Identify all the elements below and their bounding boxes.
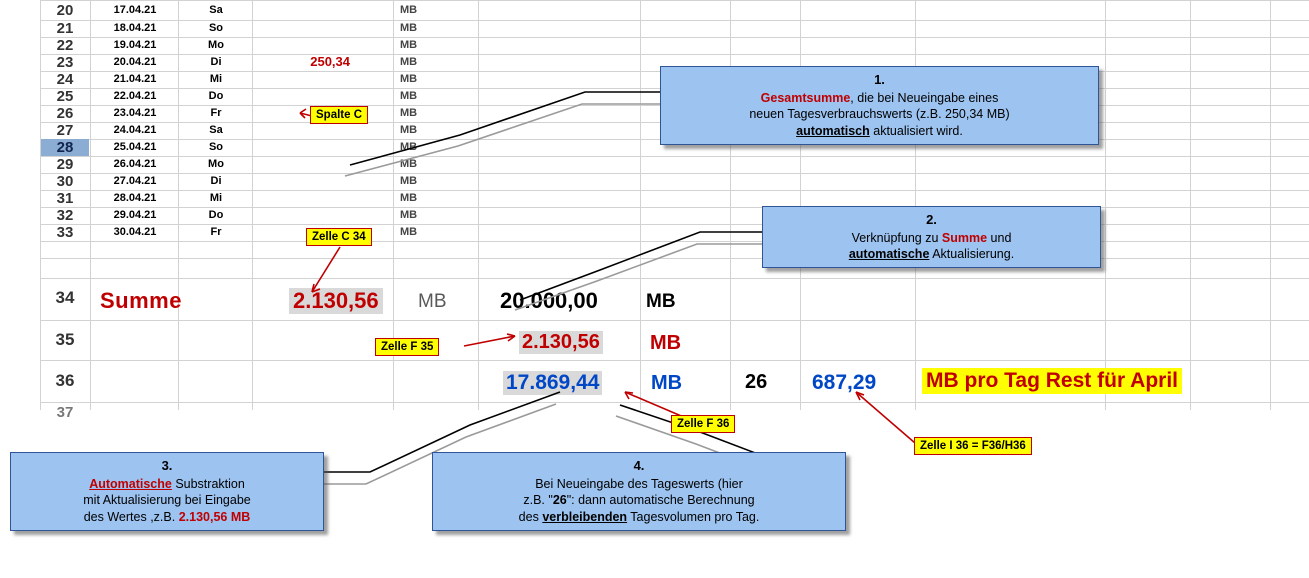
row-header[interactable]: 30 [56, 173, 74, 190]
cell-date[interactable]: 25.04.21 [113, 141, 157, 153]
cell-date[interactable]: 18.04.21 [113, 22, 157, 34]
note-1-line3-b: aktualisiert wird. [869, 124, 963, 139]
cell-date[interactable]: 27.04.21 [113, 175, 157, 187]
cell-f35[interactable]: 2.130,56 [519, 331, 603, 354]
cell-weekday[interactable]: So [208, 22, 224, 34]
note-3-line2: mit Aktualisierung bei Eingabe [83, 493, 251, 508]
cell-weekday[interactable]: Sa [209, 124, 223, 136]
cell-date[interactable]: 22.04.21 [113, 90, 157, 102]
grid-vline [252, 0, 253, 410]
note-4-line3-c: Tagesvolumen pro Tag. [627, 510, 760, 525]
cell-f36-unit: MB [651, 372, 683, 394]
grid-hline [40, 360, 1309, 361]
note-1-number: 1. [874, 72, 885, 87]
cell-weekday[interactable]: Sa [209, 4, 223, 16]
note-2-number: 2. [926, 212, 937, 227]
note-2-line1-b: Summe [941, 230, 988, 245]
cell-h36[interactable]: 26 [745, 371, 768, 393]
note-2-line2-a: automatische [848, 247, 930, 262]
row-header[interactable]: 32 [56, 207, 74, 224]
row-header[interactable]: 22 [56, 37, 74, 54]
cell-weekday[interactable]: Di [210, 175, 222, 187]
note-4-line3-a: des [518, 510, 543, 525]
row-header[interactable]: 24 [56, 71, 74, 88]
cell-weekday[interactable]: Di [210, 56, 222, 68]
row-header[interactable]: 21 [56, 20, 74, 37]
row-header[interactable]: 33 [56, 224, 74, 241]
cell-unit[interactable]: MB [400, 158, 418, 170]
cell-weekday[interactable]: Do [208, 209, 224, 221]
cell-j36-note[interactable]: MB pro Tag Rest für April [922, 368, 1182, 394]
grid-vline [1190, 0, 1191, 410]
cell-f34[interactable]: 20.000,00 [500, 288, 598, 313]
label-zelle-f35[interactable]: Zelle F 35 [375, 338, 439, 356]
note-1-line1-a: Gesamtsumme [760, 90, 851, 105]
row-header[interactable]: 27 [56, 122, 74, 139]
row-header-selected[interactable]: 28 [41, 139, 89, 156]
cell-unit[interactable]: MB [400, 226, 418, 238]
grid-vline [1270, 0, 1271, 410]
cell-unit[interactable]: MB [400, 90, 418, 102]
label-spalte-c[interactable]: Spalte C [310, 106, 368, 124]
grid-vline [90, 0, 91, 410]
cell-date[interactable]: 29.04.21 [113, 209, 157, 221]
cell-c34-unit: MB [418, 291, 447, 312]
cell-weekday[interactable]: Mi [209, 73, 223, 85]
note-1-line1-b: , die bei Neueingabe eines [850, 90, 999, 105]
cell-f36[interactable]: 17.869,44 [503, 371, 602, 395]
summe-label: Summe [100, 288, 182, 313]
grid-vline [640, 0, 641, 410]
cell-weekday[interactable]: So [208, 141, 224, 153]
grid-hline [40, 224, 1309, 225]
grid-hline [40, 37, 1309, 38]
grid-hline [40, 190, 1309, 191]
note-4-line2-c: ": dann automatische Berechnung [566, 493, 755, 508]
row-header[interactable]: 36 [55, 371, 75, 390]
label-zelle-i36[interactable]: Zelle I 36 = F36/H36 [914, 437, 1032, 455]
label-zelle-c34[interactable]: Zelle C 34 [306, 228, 372, 246]
cell-c34[interactable]: 2.130,56 [289, 288, 383, 314]
cell-unit[interactable]: MB [400, 73, 418, 85]
row-header[interactable]: 26 [56, 105, 74, 122]
note-3-line1-b: Substraktion [171, 476, 245, 491]
cell-unit[interactable]: MB [400, 175, 418, 187]
grid-hline [40, 0, 1309, 1]
cell-weekday[interactable]: Mo [208, 158, 224, 170]
note-3-number: 3. [161, 458, 173, 473]
note-3-line3-a: des Wertes ,z.B. [83, 510, 179, 525]
cell-unit[interactable]: MB [400, 141, 418, 153]
cell-date[interactable]: 19.04.21 [113, 39, 157, 51]
note-4-line2-a: z.B. " [523, 493, 553, 508]
grid-vline [730, 0, 731, 410]
note-1 [660, 66, 1099, 145]
note-3 [10, 452, 324, 531]
cell-unit[interactable]: MB [400, 192, 418, 204]
note-4-line1: Bei Neueingabe des Tageswerts (hier [535, 476, 743, 491]
row-header[interactable]: 35 [55, 330, 75, 349]
grid-hline [40, 207, 1309, 208]
note-2-line1-a: Verknüpfung zu [851, 230, 942, 245]
cell-unit[interactable]: MB [400, 56, 418, 68]
cell-weekday[interactable]: Do [208, 90, 224, 102]
note-2 [762, 206, 1101, 268]
note-2-line1-c: und [987, 230, 1012, 245]
cell-unit[interactable]: MB [400, 4, 418, 16]
cell-date[interactable]: 28.04.21 [113, 192, 157, 204]
cell-weekday[interactable]: Fr [210, 107, 222, 119]
cell-value[interactable]: 250,34 [310, 54, 350, 69]
cell-weekday[interactable]: Mi [209, 192, 223, 204]
grid-vline [800, 0, 801, 410]
cell-i36[interactable]: 687,29 [812, 371, 877, 394]
grid-vline [915, 0, 916, 410]
cell-date[interactable]: 30.04.21 [113, 226, 157, 238]
grid-hline [40, 54, 1309, 55]
note-1-line3-a: automatisch [796, 124, 870, 139]
cell-weekday[interactable]: Mo [208, 39, 224, 51]
grid-hline [40, 173, 1309, 174]
note-4-line3-b: verbleibenden [542, 510, 628, 525]
cell-unit[interactable]: MB [400, 124, 418, 136]
grid-vline [478, 0, 479, 410]
row-header[interactable]: 23 [56, 54, 74, 71]
cell-date[interactable]: 17.04.21 [113, 4, 157, 16]
cell-f35-unit: MB [650, 332, 682, 354]
grid-hline [40, 258, 1309, 259]
row-header[interactable]: 31 [56, 190, 74, 207]
cell-date[interactable]: 26.04.21 [113, 158, 157, 170]
row-header[interactable]: 37 [56, 404, 74, 421]
row-header[interactable]: 34 [55, 288, 75, 307]
row-header[interactable]: 20 [56, 2, 74, 19]
row-header[interactable]: 25 [56, 88, 74, 105]
grid-hline [40, 320, 1309, 321]
cell-date[interactable]: 20.04.21 [113, 56, 157, 68]
note-3-line1-a: Automatische [89, 476, 172, 491]
cell-weekday[interactable]: Fr [210, 226, 222, 238]
note-2-line2-b: Aktualisierung. [929, 247, 1015, 262]
label-zelle-f36[interactable]: Zelle F 36 [671, 415, 735, 433]
row-header[interactable]: 29 [56, 156, 74, 173]
cell-unit[interactable]: MB [400, 22, 418, 34]
cell-date[interactable]: 23.04.21 [113, 107, 157, 119]
note-4 [432, 452, 846, 531]
grid-hline [40, 278, 1309, 279]
note-4-number: 4. [633, 458, 645, 473]
cell-f34-unit: MB [646, 291, 676, 312]
grid-hline [40, 156, 1309, 157]
note-1-line2: neuen Tagesverbrauchswerts (z.B. 250,34 MB) [749, 107, 1010, 122]
cell-unit[interactable]: MB [400, 107, 418, 119]
grid-hline [40, 20, 1309, 21]
grid-hline [40, 241, 1309, 242]
grid-hline [40, 402, 1309, 403]
grid-vline [1105, 0, 1106, 410]
cell-unit[interactable]: MB [400, 39, 418, 51]
cell-date[interactable]: 21.04.21 [113, 73, 157, 85]
grid-vline [178, 0, 179, 410]
cell-unit[interactable]: MB [400, 209, 418, 221]
note-4-line2-b: 26 [552, 493, 567, 508]
cell-date[interactable]: 24.04.21 [113, 124, 157, 136]
note-3-line3-b: 2.130,56 MB [178, 510, 251, 525]
